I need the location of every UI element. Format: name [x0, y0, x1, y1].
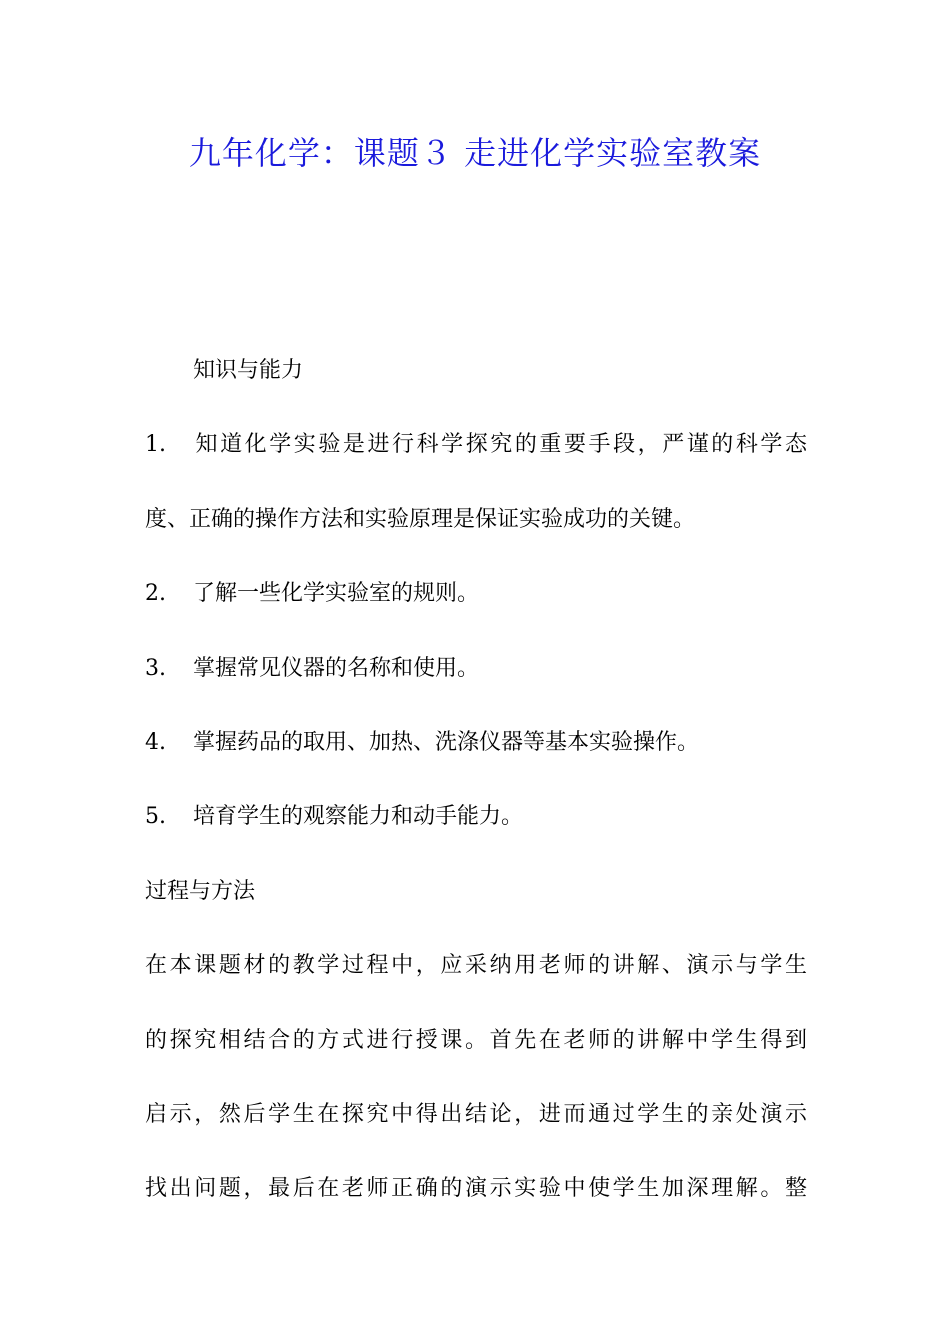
list-item-text: 掌握常见仪器的名称和使用。 — [193, 655, 480, 681]
paragraph-line: 启示，然后学生在探究中得出结论，进而通过学生的亲处演示 — [145, 1101, 807, 1127]
list-item-1 — [145, 408, 807, 482]
list-item-text: 掌握药品的取用、加热、洗涤仪器等基本实验操作。 — [193, 729, 700, 755]
list-item-number: 1. — [145, 432, 166, 458]
list-item-number: 3. — [145, 655, 166, 681]
list-item-number: 2. — [145, 581, 166, 607]
list-item-2 — [145, 557, 807, 631]
paragraph-line: 在本课题材的教学过程中，应采纳用老师的讲解、演示与学生 — [145, 953, 807, 979]
list-item-1-continuation: 度、正确的操作方法和实验原理是保证实验成功的关键。 — [145, 506, 696, 532]
document-title: 九年化学：课题３ 走进化学实验室教案 — [188, 134, 762, 172]
paragraph-line: 的探究相结合的方式进行授课。首先在老师的讲解中学生得到 — [145, 1027, 807, 1053]
list-item-text: 知道化学实验是进行科学探究的重要手段，严谨的科学态 — [193, 432, 807, 458]
list-item-5 — [145, 780, 807, 854]
list-item-3 — [145, 632, 807, 706]
section-heading-knowledge: 知识与能力 — [193, 358, 304, 383]
list-item-4 — [145, 706, 807, 780]
list-item-text: 培育学生的观察能力和动手能力。 — [193, 804, 524, 830]
document-body — [145, 334, 807, 1227]
list-item-number: 5. — [145, 804, 166, 830]
list-item-text: 了解一些化学实验室的规则。 — [193, 581, 480, 607]
paragraph-line: 找出问题，最后在老师正确的演示实验中使学生加深理解。整 — [145, 1176, 807, 1202]
section-heading-process: 过程与方法 — [145, 878, 256, 904]
list-item-number: 4. — [145, 729, 166, 755]
